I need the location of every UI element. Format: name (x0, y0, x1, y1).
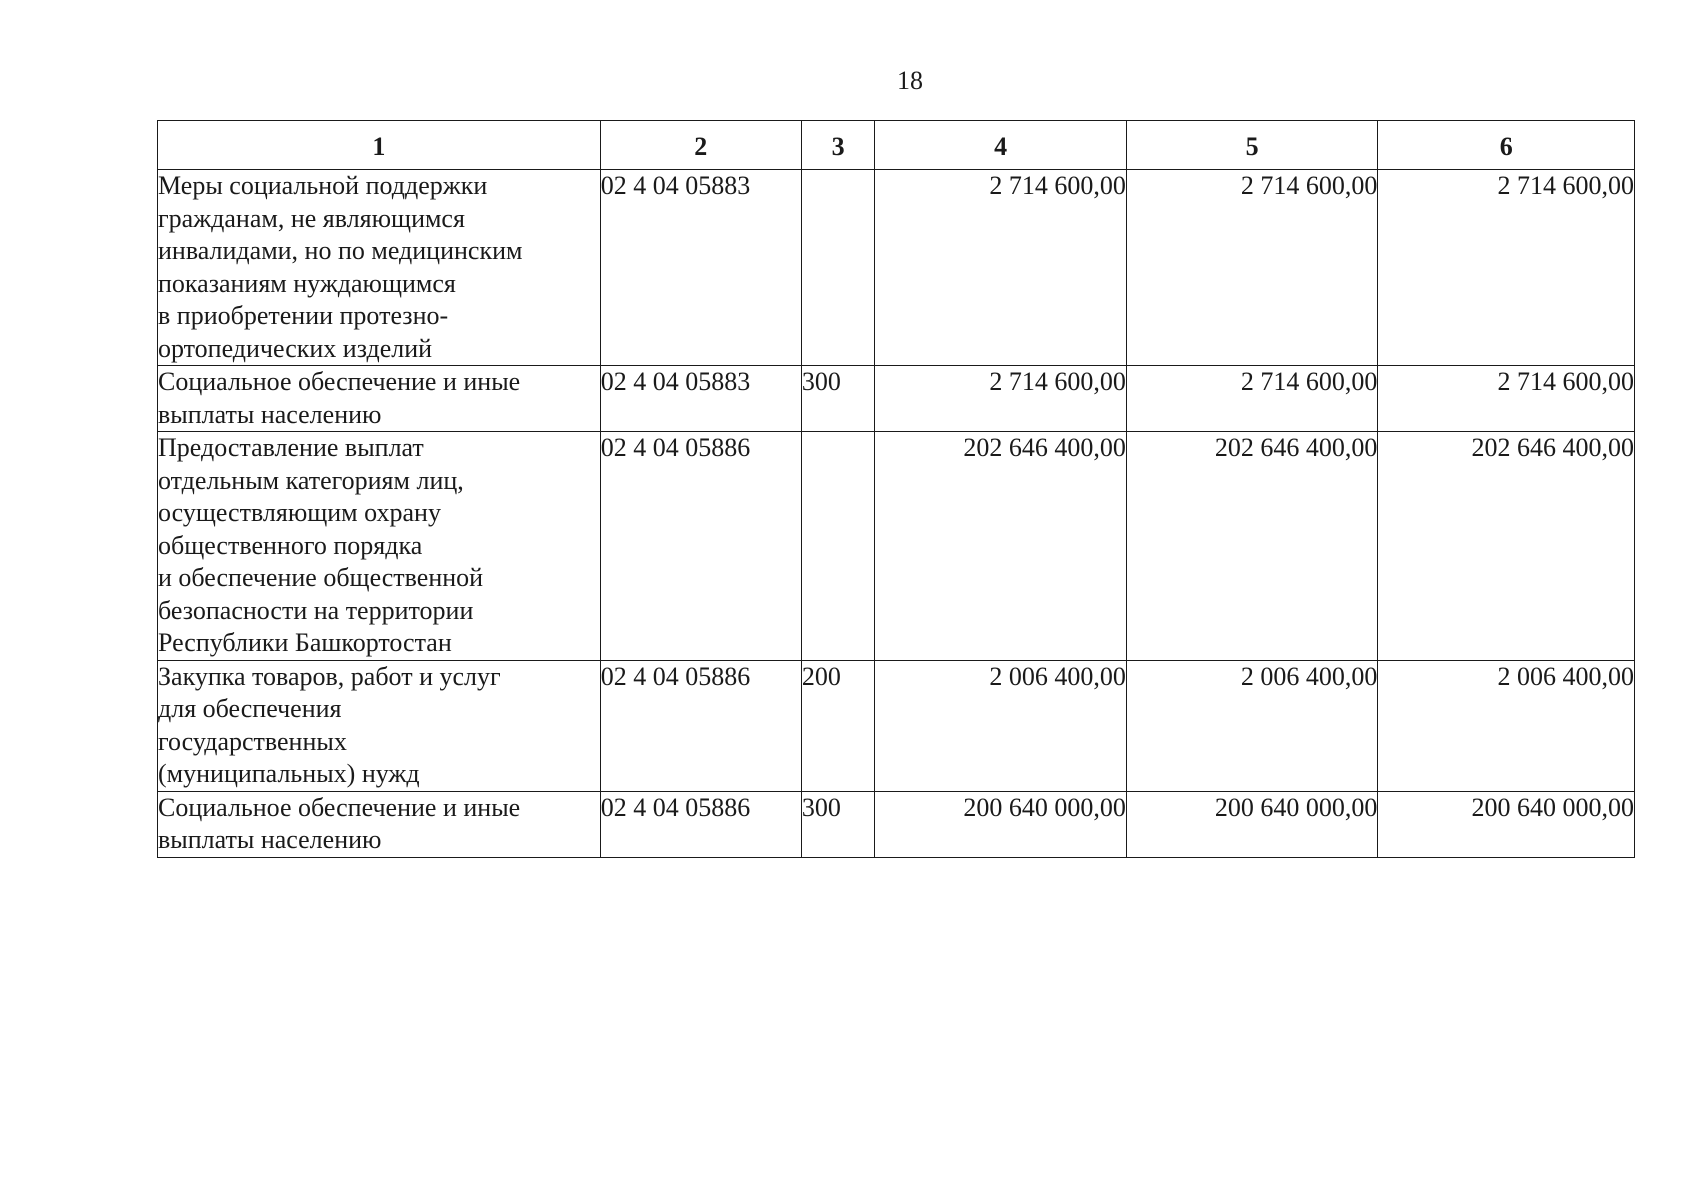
page-number: 18 (897, 66, 923, 95)
amount-col6-cell: 2 714 600,00 (1378, 366, 1635, 432)
expense-type-cell: 300 (801, 791, 874, 857)
table-row (158, 432, 1635, 661)
name-line: отдельным категориям лиц, (158, 465, 464, 495)
budget-table (157, 120, 1635, 858)
amount-col6-cell: 2 006 400,00 (1378, 660, 1635, 791)
name-line: показаниям нуждающимся (158, 268, 456, 298)
name-line: Социальное обеспечение и иные (158, 792, 521, 822)
amount-col5-cell: 2 714 600,00 (1126, 170, 1378, 366)
name-line: государственных (158, 726, 347, 756)
name-line: (муниципальных) нужд (158, 759, 420, 788)
expense-type-cell: 200 (801, 660, 874, 791)
amount-col4-cell: 202 646 400,00 (875, 432, 1127, 661)
row-name-cell (158, 432, 601, 661)
expense-type-cell: 300 (801, 366, 874, 432)
target-code-cell: 02 4 04 05886 (600, 791, 801, 857)
expense-type-cell (801, 170, 874, 366)
row-name-cell (158, 660, 601, 791)
name-line: безопасности на территории (158, 595, 474, 625)
name-line: гражданам, не являющимся (158, 203, 465, 233)
name-line: инвалидами, но по медицинским (158, 236, 523, 265)
table-row (158, 791, 1635, 857)
expense-type-cell (801, 432, 874, 661)
target-code-cell: 02 4 04 05883 (600, 170, 801, 366)
amount-col4-cell: 2 714 600,00 (875, 366, 1127, 432)
column-header-5: 5 (1126, 121, 1378, 170)
column-header-3: 3 (801, 121, 874, 170)
name-line: осуществляющим охрану (158, 498, 441, 527)
name-line: Закупка товаров, работ и услуг (158, 661, 501, 691)
amount-col4-cell: 200 640 000,00 (875, 791, 1127, 857)
header-row (158, 121, 1635, 170)
name-line: выплаты населению (158, 825, 382, 854)
amount-col6-cell: 2 714 600,00 (1378, 170, 1635, 366)
name-line: Меры социальной поддержки (158, 171, 488, 200)
name-line: для обеспечения (158, 694, 342, 723)
name-line: и обеспечение общественной (158, 563, 484, 592)
name-line: Предоставление выплат (158, 433, 424, 462)
amount-col5-cell: 202 646 400,00 (1126, 432, 1378, 661)
row-name-cell (158, 170, 601, 366)
table-row (158, 366, 1635, 432)
name-line: выплаты населению (158, 399, 382, 429)
amount-col6-cell: 202 646 400,00 (1378, 432, 1635, 661)
table-row (158, 170, 1635, 366)
row-name-cell (158, 791, 601, 857)
amount-col5-cell: 2 714 600,00 (1126, 366, 1378, 432)
target-code-cell: 02 4 04 05883 (600, 366, 801, 432)
name-line: Республики Башкортостан (158, 628, 452, 657)
column-header-1: 1 (158, 121, 601, 170)
amount-col4-cell: 2 006 400,00 (875, 660, 1127, 791)
amount-col4-cell: 2 714 600,00 (875, 170, 1127, 366)
name-line: Социальное обеспечение и иные (158, 367, 521, 396)
row-name-cell (158, 366, 601, 432)
target-code-cell: 02 4 04 05886 (600, 660, 801, 791)
column-header-4: 4 (875, 121, 1127, 170)
amount-col5-cell: 200 640 000,00 (1126, 791, 1378, 857)
table-row (158, 660, 1635, 791)
name-line: общественного порядка (158, 530, 423, 560)
column-header-2: 2 (600, 121, 801, 170)
target-code-cell: 02 4 04 05886 (600, 432, 801, 661)
amount-col6-cell: 200 640 000,00 (1378, 791, 1635, 857)
column-header-6: 6 (1378, 121, 1635, 170)
name-line: в приобретении протезно- (158, 301, 449, 330)
amount-col5-cell: 2 006 400,00 (1126, 660, 1378, 791)
name-line: ортопедических изделий (158, 333, 433, 363)
